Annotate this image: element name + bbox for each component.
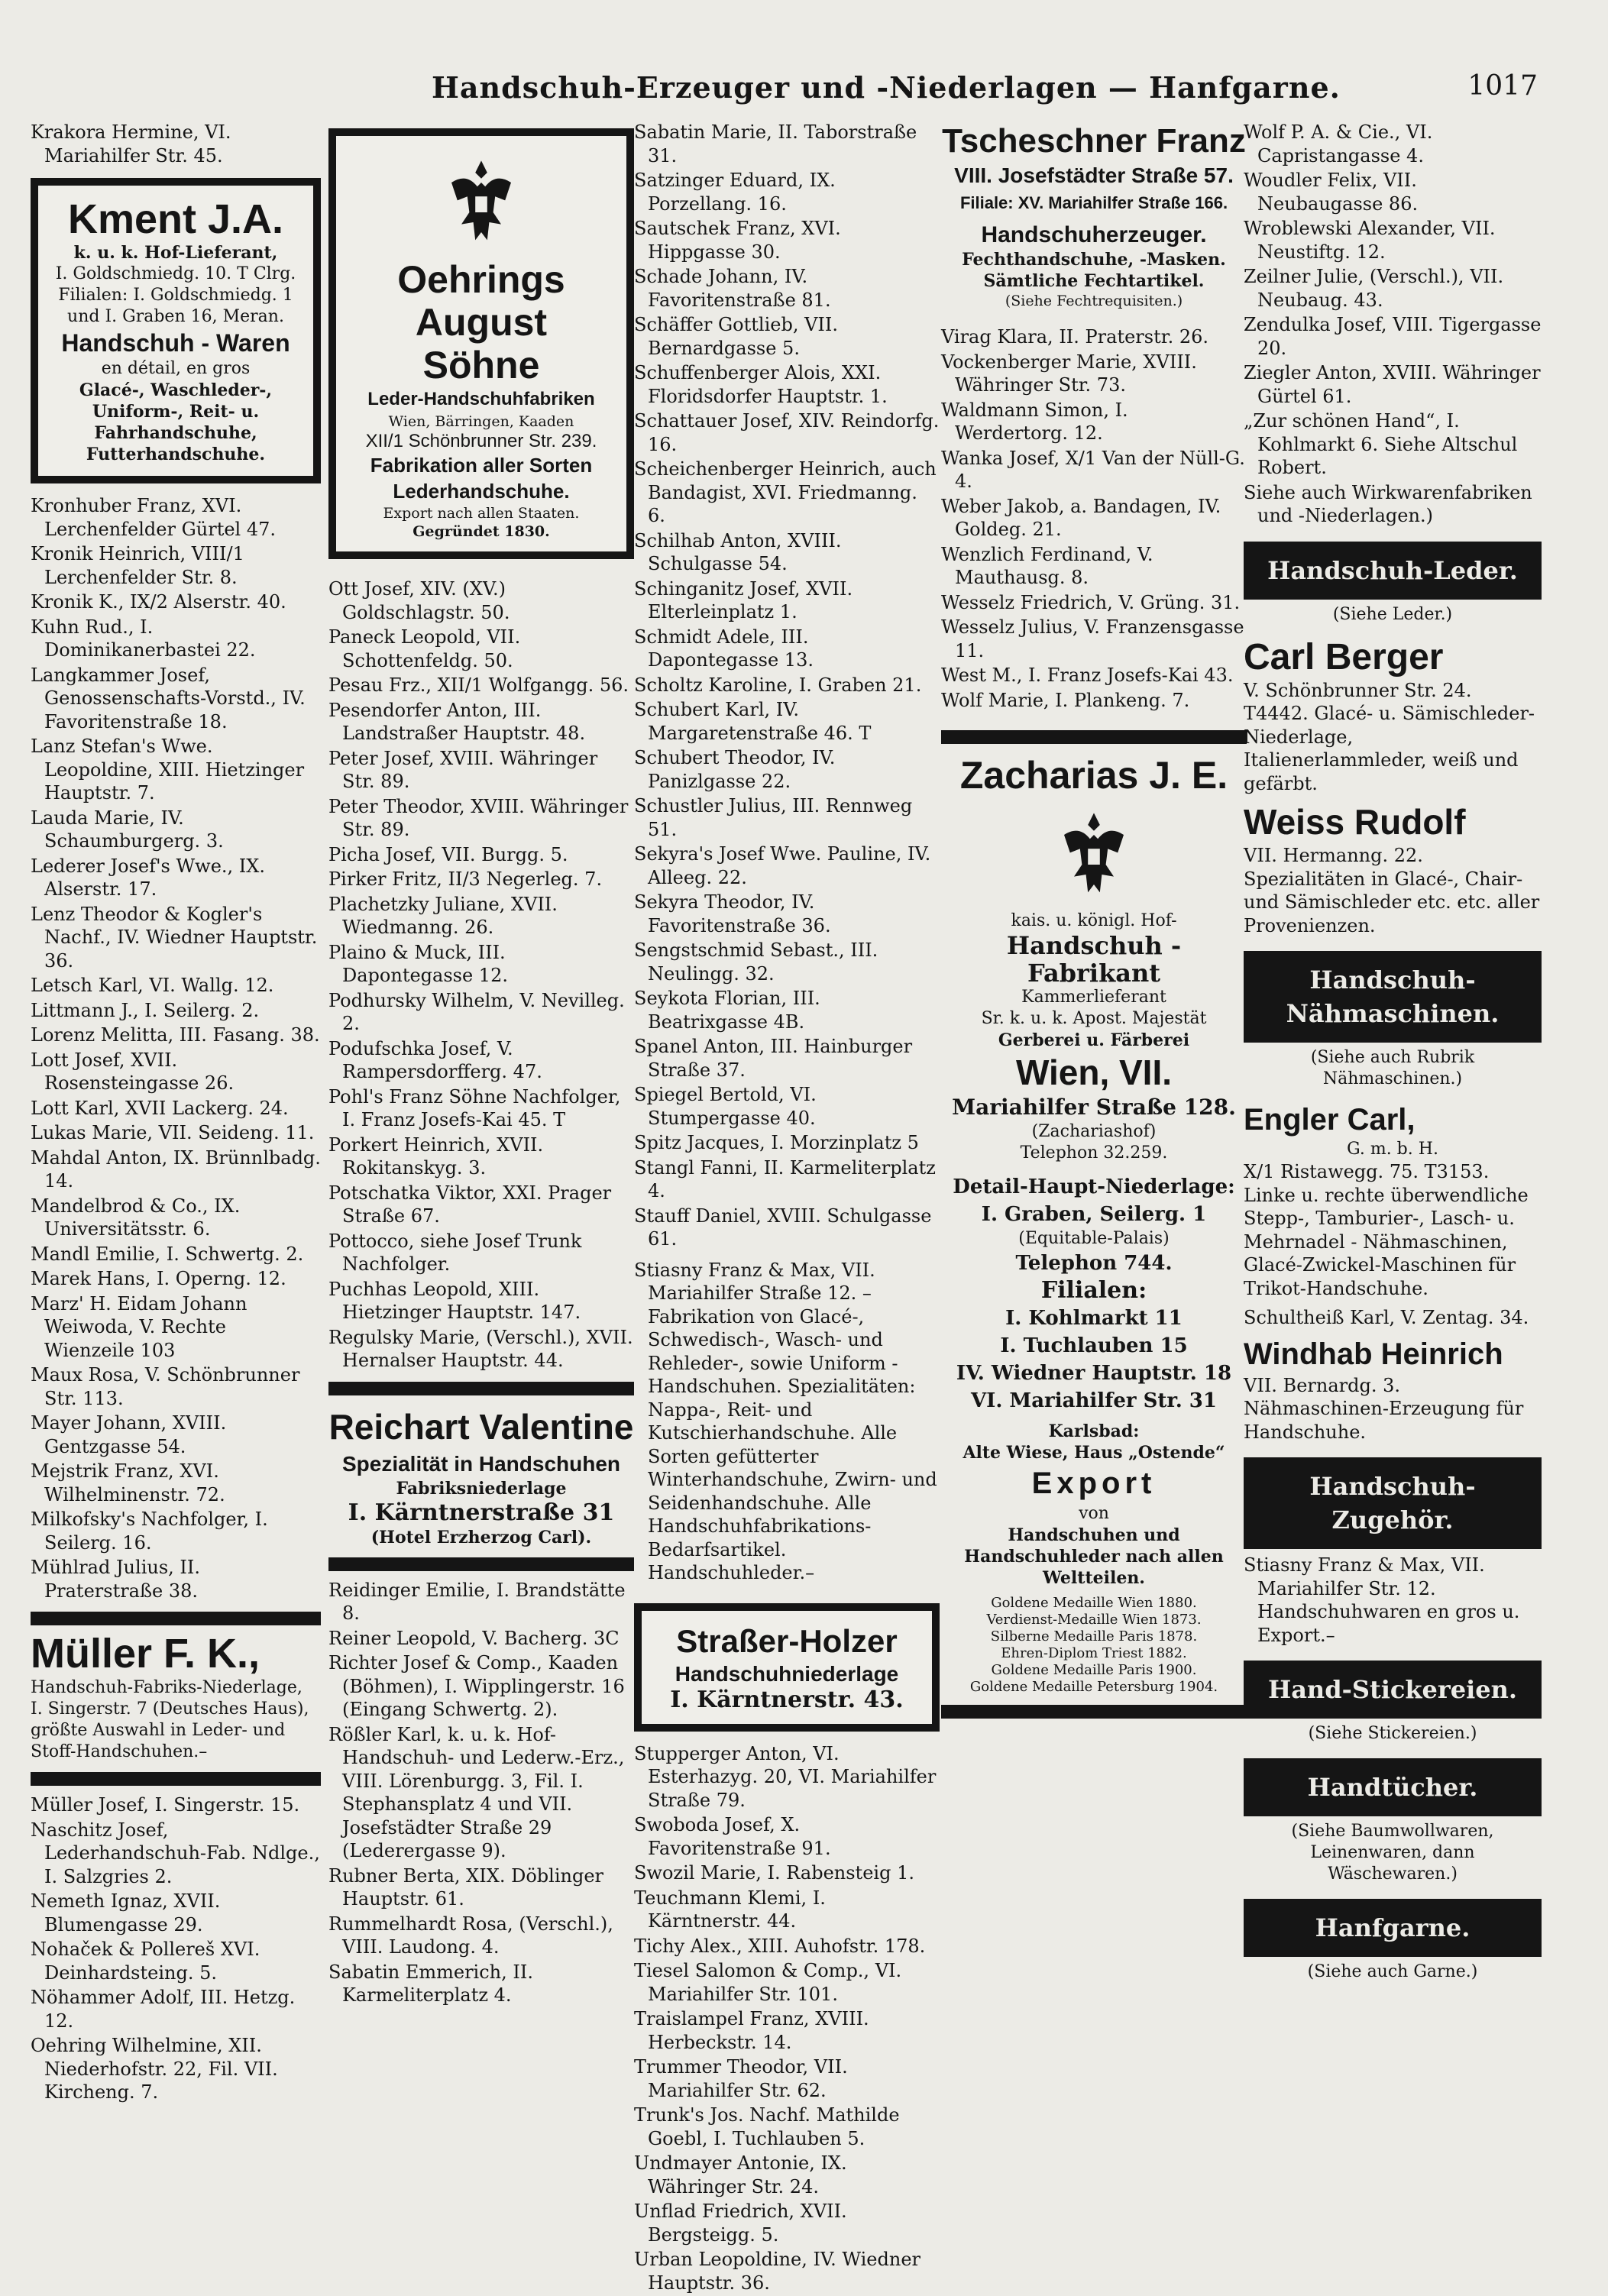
list-item: Maux Rosa, V. Schönbrunner Str. 113. xyxy=(31,1364,300,1409)
list-item: Rößler Karl, k. u. k. Hof-Handschuh- und Lederw.-Erz., VIII. Lörenburgg. 3, Fil. I. Stephansplatz 4 und VII. Josefstädter Straße 29 (Lederergasse 9). xyxy=(328,1723,625,1861)
ad-company-name: Müller F. K., xyxy=(31,1631,260,1677)
double-eagle-icon xyxy=(1044,805,1144,904)
list-item: Podufschka Josef, V. Rampersdorfferg. 47. xyxy=(328,1037,542,1082)
list-item: Stiasny Franz & Max, VII. Mariahilfer Str. 12. Handschuhwaren en gros u. Export.– xyxy=(1244,1554,1520,1646)
ad-line: Wien, VII. xyxy=(1015,1053,1173,1092)
list-item: Mandelbrod & Co., IX. Universitätsstr. 6. xyxy=(31,1195,241,1240)
section-banner: Hand-Stickereien. xyxy=(1244,1661,1542,1719)
ad-line: Fechthandschuhe, -Masken. Sämtliche Fechtartikel. xyxy=(962,250,1226,291)
advertisement-oehring xyxy=(328,128,634,559)
list-item: Milkofsky's Nachfolger, I. Seilerg. 16. xyxy=(31,1509,268,1554)
list-item: Schubert Karl, IV. Margaretenstraße 46. T xyxy=(634,699,872,744)
list-item: Vockenberger Marie, XVIII. Währinger Str. 73. xyxy=(941,351,1197,396)
column-2 xyxy=(328,121,634,2009)
medal-line: Goldene Medaille Paris 1900. xyxy=(991,1662,1197,1678)
list-item: Stiasny Franz & Max, VII. Mariahilfer Straße 12. – Fabrikation von Glacé-, Schwedisch-, Wasch- und Rehleder-, sowie Uniform - Handschuhen. Spezialitäten: Nappa-, Reit- und Kutschierhandschuhe. Alle Sorten gefütterter Winterhandschuhe, Zwirn- und Seidenhandschuhe. Alle Handschuhfabrikations-Bedarfsartikel. Handschuhleder.– xyxy=(634,1259,937,1583)
double-eagle-icon xyxy=(432,153,531,252)
ad-line: Karlsbad: xyxy=(1048,1421,1140,1441)
ad-line: Kammerlieferant xyxy=(1021,988,1166,1007)
page-number: 1017 xyxy=(1467,70,1538,102)
section-banner: Handschuh-Leder. xyxy=(1244,542,1542,600)
list-item: Trunk's Jos. Nachf. Mathilde Goebl, I. Tuchlauben 5. xyxy=(634,2104,900,2149)
list-item: Woudler Felix, VII. Neubaugasse 86. xyxy=(1244,170,1419,215)
list-item: Wolf P. A. & Cie., VI. Capristangasse 4. xyxy=(1244,121,1433,167)
ad-line: I. Goldschmiedg. 10. T Clrg. xyxy=(55,264,296,283)
list-item: Nemeth Ignaz, XVII. Blumengasse 29. xyxy=(31,1890,221,1935)
list-item: Schinganitz Josef, XVII. Elterleinplatz 1. xyxy=(634,577,853,623)
list-item: Lenz Theodor & Kogler's Nachf., IV. Wiedner Hauptstr. 36. xyxy=(31,903,318,972)
ad-line: Leder-Handschuhfabriken xyxy=(367,389,595,409)
advertisement-kment xyxy=(31,178,321,483)
ad-line: Export xyxy=(1031,1467,1157,1500)
list-item: Lott Josef, XVII. Rosensteingasse 26. xyxy=(31,1049,235,1094)
ad-company-name: Oehrings xyxy=(397,258,565,301)
list-item: Peter Josef, XVIII. Währinger Str. 89. xyxy=(328,747,598,792)
ad-line: I. Kärntnerstr. 43. xyxy=(670,1686,904,1713)
list-item: Mahdal Anton, IX. Brünnlbadg. 14. xyxy=(31,1146,321,1192)
list-item: Lukas Marie, VII. Seideng. 11. xyxy=(31,1122,315,1143)
advertisement-reichart xyxy=(328,1403,634,1548)
list-item: Zendulka Josef, VIII. Tigergasse 20. xyxy=(1244,314,1542,359)
list-item: Letsch Karl, VI. Wallg. 12. xyxy=(31,975,274,996)
page-header xyxy=(0,70,1608,116)
medal-line: Verdienst-Medaille Wien 1873. xyxy=(986,1612,1202,1628)
list-item: Pohl's Franz Söhne Nachfolger, I. Franz Josefs-Kai 45. T xyxy=(328,1085,621,1130)
list-item: Schilhab Anton, XVIII. Schulgasse 54. xyxy=(634,529,842,574)
list-item: Undmayer Antonie, IX. Währinger Str. 24. xyxy=(634,2152,847,2197)
list-item: Nöhammer Adolf, III. Hetzg. 12. xyxy=(31,1987,296,2032)
ad-line: Spezialität in Handschuhen xyxy=(341,1451,621,1476)
list-item: Spitz Jacques, I. Morzinplatz 5 xyxy=(634,1132,919,1153)
list-item: Wesselz Friedrich, V. Grüng. 31. xyxy=(941,591,1241,613)
list-item: Marz' H. Eidam Johann Weiwoda, V. Rechte Wienzeile 103 xyxy=(31,1292,248,1361)
list-item: Spiegel Bertold, VI. Stumpergasse 40. xyxy=(634,1084,817,1129)
list-item: Plaino & Muck, III. Dapontegasse 12. xyxy=(328,941,508,986)
list-item: Schäffer Gottlieb, VII. Bernardgasse 5. xyxy=(634,314,839,359)
list-item: Sekyra Theodor, IV. Favoritenstraße 36. xyxy=(634,891,831,936)
list-item: Siehe auch Wirkwarenfabriken und -Niederlagen.) xyxy=(1244,481,1532,526)
ad-line: XII/1 Schönbrunner Str. 239. xyxy=(365,431,597,451)
ad-line: Fabriksniederlage xyxy=(396,1478,567,1499)
list-item: Paneck Leopold, VII. Schottenfeldg. 50. xyxy=(328,626,521,671)
list-item: Sengstschmid Sebast., III. Neulingg. 32. xyxy=(634,939,878,985)
list-item: Marek Hans, I. Operng. 12. xyxy=(31,1268,286,1289)
list-item: Potschatka Viktor, XXI. Prager Straße 67. xyxy=(328,1182,612,1227)
ad-line: I. Kohlmarkt 11 xyxy=(1005,1307,1183,1330)
ad-line: I. Tuchlauben 15 xyxy=(1000,1334,1188,1357)
ad-line: (Zachariashof) xyxy=(1031,1122,1157,1141)
ad-company-name: August xyxy=(415,301,548,344)
section-banner: Handschuh-Zugehör. xyxy=(1244,1457,1542,1549)
list-item: West M., I. Franz Josefs-Kai 43. xyxy=(941,665,1234,686)
list-item: Schattauer Josef, XIV. Reindorfg. 16. xyxy=(634,410,940,455)
list-item: Wolf Marie, I. Plankeng. 7. xyxy=(941,689,1190,711)
list-item: Puchhas Leopold, XIII. Hietzinger Hauptstr. 147. xyxy=(328,1278,581,1323)
ad-line: Handschuh - Waren xyxy=(61,329,290,357)
list-item: Mejstrik Franz, XVI. Wilhelminenstr. 72. xyxy=(31,1460,225,1505)
list-item: Schustler Julius, III. Rennweg 51. xyxy=(634,795,913,840)
list-item: Richter Josef & Comp., Kaaden (Böhmen), I. Wipplingerstr. 16 (Eingang Schwertg. 2). xyxy=(328,1652,625,1720)
list-item: Nohaček & Pollereš XVI. Deinhardsteing. 5. xyxy=(31,1939,260,1984)
list-item: Stauff Daniel, XVIII. Schulgasse 61. xyxy=(634,1205,932,1250)
ad-line: Gegründet 1830. xyxy=(413,523,550,540)
list-item: Rubner Berta, XIX. Döblinger Hauptstr. 61. xyxy=(328,1864,603,1910)
ad-line: Telephon 744. xyxy=(1015,1252,1173,1275)
list-item: Sautschek Franz, XVI. Hippgasse 30. xyxy=(634,218,841,263)
ad-line: Filiale: XV. Mariahilfer Straße 166. xyxy=(959,193,1228,212)
list-item: Krakora Hermine, VI. Mariahilfer Str. 45. xyxy=(31,121,231,167)
ad-line: Glacé-, Waschleder-, Uniform-, Reit- u. Fahrhandschuhe, Futterhandschuhe. xyxy=(79,380,273,464)
list-item: Reidinger Emilie, I. Brandstätte 8. xyxy=(328,1579,626,1624)
ad-line: (Siehe Fechtrequisiten.) xyxy=(1005,293,1183,309)
list-item: Urban Leopoldine, IV. Wiedner Hauptstr. 36. xyxy=(634,2249,920,2294)
list-item: Peter Theodor, XVIII. Währinger Str. 89. xyxy=(328,795,629,840)
medal-line: Goldene Medaille Wien 1880. xyxy=(991,1595,1197,1611)
advertisement-zacharias xyxy=(941,752,1247,1696)
list-item: Lanz Stefan's Wwe. Leopoldine, XIII. Hietzinger Hauptstr. 7. xyxy=(31,736,305,804)
list-item: Virag Klara, II. Praterstr. 26. xyxy=(941,326,1209,348)
list-item: Scholtz Karoline, I. Graben 21. xyxy=(634,674,922,696)
advertisement-tscheschner xyxy=(941,121,1247,310)
list-item: Kuhn Rud., I. Dominikanerbastei 22. xyxy=(31,616,256,661)
list-item: Schade Johann, IV. Favoritenstraße 81. xyxy=(634,266,831,311)
list-item: Langkammer Josef, Genossenschafts-Vorstd., IV. Favoritenstraße 18. xyxy=(31,664,306,732)
list-item: Schuffenberger Alois, XXI. Floridsdorfer Hauptstr. 1. xyxy=(634,362,888,407)
list-item: Stupperger Anton, VI. Esterhazyg. 20, VI. Mariahilfer Straße 79. xyxy=(634,1742,937,1811)
ad-company-name: Engler Carl, xyxy=(1244,1103,1415,1137)
list-item: Kronik K., IX/2 Alserstr. 40. xyxy=(31,591,286,613)
ad-line: Handschuhen und Handschuhleder nach allen Weltteilen. xyxy=(964,1525,1224,1588)
ad-line: Fabrikation aller Sorten Lederhandschuhe. xyxy=(370,454,593,503)
ad-line: I. Graben, Seilerg. 1 xyxy=(981,1203,1207,1226)
list-item: Tichy Alex., XIII. Auhofstr. 178. xyxy=(634,1935,926,1957)
ad-line: Filialen: I. Goldschmiedg. 1 xyxy=(58,286,293,305)
medal-line: Goldene Medaille Petersburg 1904. xyxy=(969,1679,1218,1695)
ad-line: Export nach allen Staaten. xyxy=(383,505,580,522)
list-item: Seykota Florian, III. Beatrixgasse 4B. xyxy=(634,988,820,1033)
ad-line: Alte Wiese, Haus „Ostende“ xyxy=(963,1443,1225,1463)
divider-bar xyxy=(328,1557,634,1571)
list-item: Picha Josef, VII. Burgg. 5. xyxy=(328,843,568,865)
ad-line: Gerberei u. Färberei xyxy=(998,1030,1190,1050)
divider-bar xyxy=(31,1772,321,1786)
ad-line: Filialen: xyxy=(1040,1277,1147,1304)
advertisement-strasser xyxy=(634,1603,940,1732)
list-item: Mühlrad Julius, II. Praterstraße 38. xyxy=(31,1557,200,1602)
list-item: Schmidt Adele, III. Dapontegasse 13. xyxy=(634,626,814,671)
list-item: Naschitz Josef, Lederhandschuh-Fab. Ndlge., I. Salzgries 2. xyxy=(31,1819,320,1887)
list-item: Pesau Frz., XII/1 Wolfgangg. 56. xyxy=(328,674,629,696)
list-item: Waldmann Simon, I. Werdertorg. 12. xyxy=(941,399,1128,444)
cross-reference: (Siehe Baumwollwaren, Leinenwaren, dann Wäschewaren.) xyxy=(1291,1822,1494,1884)
ad-line: VIII. Josefstädter Straße 57. xyxy=(954,163,1234,187)
list-item: Sabatin Marie, II. Taborstraße 31. xyxy=(634,121,917,167)
ad-line: (Equitable-Palais) xyxy=(1018,1229,1170,1248)
list-item: Sekyra's Josef Wwe. Pauline, IV. Alleeg. 22. xyxy=(634,843,931,888)
ad-line: IV. Wiedner Hauptstr. 18 xyxy=(956,1362,1232,1385)
list-item: Mandl Emilie, I. Schwertg. 2. xyxy=(31,1243,304,1265)
ad-company-name: Windhab Heinrich xyxy=(1244,1337,1503,1371)
column-1 xyxy=(31,121,321,2106)
ad-line: VI. Mariahilfer Str. 31 xyxy=(970,1389,1217,1412)
list-item: Ziegler Anton, XVIII. Währinger Gürtel 61. xyxy=(1244,362,1541,407)
list-item: Ott Josef, XIV. (XV.) Goldschlagstr. 50. xyxy=(328,578,510,623)
list-item: Rummelhardt Rosa, (Verschl.), VIII. Laudong. 4. xyxy=(328,1913,613,1958)
ad-line: Handschuhniederlage xyxy=(675,1661,899,1686)
section-banner: Handtücher. xyxy=(1244,1758,1542,1816)
column-3 xyxy=(634,121,940,2296)
list-item: Wanka Josef, X/1 Van der Nüll-G. 4. xyxy=(941,447,1245,492)
list-item: „Zur schönen Hand“, I. Kohlmarkt 6. Siehe Altschul Robert. xyxy=(1244,410,1518,478)
list-item: Trummer Theodor, VII. Mariahilfer Str. 62. xyxy=(634,2056,848,2101)
medal-line: Silberne Medaille Paris 1878. xyxy=(990,1628,1198,1644)
ad-company-name: Zacharias J. E. xyxy=(959,754,1228,797)
ad-line: k. u. k. Hof-Lieferant, xyxy=(73,243,278,263)
list-item: Wroblewski Alexander, VII. Neustiftg. 12. xyxy=(1244,218,1496,263)
list-item: Mayer Johann, XVIII. Gentzgasse 54. xyxy=(31,1412,227,1457)
section-banner: Handschuh-Nähmaschinen. xyxy=(1244,951,1542,1043)
list-item: Müller Josef, I. Singerstr. 15. xyxy=(31,1794,300,1816)
list-item: Plachetzky Juliane, XVII. Wiedmanng. 26. xyxy=(328,893,558,938)
list-item: Swozil Marie, I. Rabensteig 1. xyxy=(634,1862,914,1884)
list-item: Kronik Heinrich, VIII/1 Lerchenfelder Str. 8. xyxy=(31,543,244,588)
ad-company-name: Carl Berger xyxy=(1244,636,1444,677)
ad-company-name: Kment J.A. xyxy=(67,196,284,242)
list-item: Regulsky Marie, (Verschl.), XVII. Hernalser Hauptstr. 44. xyxy=(328,1326,633,1371)
ad-line: Sr. k. u. k. Apost. Majestät xyxy=(981,1009,1207,1028)
ad-line: en détail, en gros xyxy=(101,359,251,378)
list-item: Porkert Heinrich, XVII. Rokitanskyg. 3. xyxy=(328,1133,544,1179)
ad-line: Handschuherzeuger. xyxy=(981,222,1207,247)
divider-bar xyxy=(31,1612,321,1625)
section-banner: Hanfgarne. xyxy=(1244,1899,1542,1957)
list-item: Littmann J., I. Seilerg. 2. xyxy=(31,999,260,1021)
list-item: Satzinger Eduard, IX. Porzellang. 16. xyxy=(634,170,836,215)
list-item: Teuchmann Klemi, I. Kärntnerstr. 44. xyxy=(634,1887,826,1932)
list-item: Reiner Leopold, V. Bacherg. 3C xyxy=(328,1627,620,1649)
list-item: Swoboda Josef, X. Favoritenstraße 91. xyxy=(634,1814,831,1859)
list-item: Lederer Josef's Wwe., IX. Alserstr. 17. xyxy=(31,855,265,900)
list-item: Pesendorfer Anton, III. Landstraßer Hauptstr. 48. xyxy=(328,699,586,744)
ad-text: V. Schönbrunner Str. 24. T4442. Glacé- u. Sämischleder-Niederlage, Italienerlammleder, weiß und gefärbt. xyxy=(1244,679,1535,794)
list-item: Scheichenberger Heinrich, auch Bandagist, XVI. Friedmanng. 6. xyxy=(634,458,937,526)
list-item: Lorenz Melitta, III. Fasang. 38. xyxy=(31,1024,320,1046)
cross-reference: (Siehe auch Rubrik Nähmaschinen.) xyxy=(1310,1048,1475,1088)
ad-line: größte Auswahl in Leder- und Stoff-Handschuhen.– xyxy=(31,1721,286,1761)
ad-line: von xyxy=(1079,1504,1109,1523)
list-item: Sabatin Emmerich, II. Karmeliterplatz 4. xyxy=(328,1961,533,2006)
ad-line: und I. Graben 16, Meran. xyxy=(67,307,284,326)
list-item: Unflad Friedrich, XVII. Bergsteigg. 5. xyxy=(634,2201,847,2246)
ad-line: I. Singerstr. 7 (Deutsches Haus), xyxy=(31,1699,309,1719)
list-item: Pirker Fritz, II/3 Negerleg. 7. xyxy=(328,868,603,890)
list-item: Oehring Wilhelmine, XII. Niederhofstr. 22, Fil. VII. Kircheng. 7. xyxy=(31,2035,278,2103)
list-item: Lauda Marie, IV. Schaumburgerg. 3. xyxy=(31,807,224,852)
ad-line: (Hotel Erzherzog Carl). xyxy=(370,1527,592,1547)
ad-company-name: Söhne xyxy=(422,344,540,386)
ad-line: I. Kärntnerstraße 31 xyxy=(348,1499,615,1526)
cross-reference: (Siehe Stickereien.) xyxy=(1308,1724,1477,1743)
list-item: Lott Karl, XVII Lackerg. 24. xyxy=(31,1097,289,1119)
advertisement-mueller xyxy=(31,1630,321,1763)
divider-bar xyxy=(328,1382,634,1395)
list-item: Pottocco, siehe Josef Trunk Nachfolger. xyxy=(328,1230,582,1275)
ad-line: kais. u. königl. Hof- xyxy=(1011,911,1177,930)
list-item: Podhursky Wilhelm, V. Nevilleg. 2. xyxy=(328,989,625,1034)
divider-bar xyxy=(941,1705,1247,1719)
ad-text: VII. Bernardg. 3. Nähmaschinen-Erzeugung für Handschuhe. xyxy=(1244,1374,1524,1443)
column-5 xyxy=(1244,121,1542,1994)
ad-company-name: Straßer-Holzer xyxy=(676,1622,898,1659)
list-item: Stangl Fanni, II. Karmeliterplatz 4. xyxy=(634,1156,936,1201)
list-item: Schultheiß Karl, V. Zentag. 34. xyxy=(1244,1307,1529,1328)
ad-text: X/1 Ristawegg. 75. T3153. Linke u. rechte überwendliche Stepp-, Tamburier-, Lasch- u. Mehrnadel - Nähmaschinen, Glacé-Zwickel-Maschinen für Trikot-Handschuhe. xyxy=(1244,1161,1529,1299)
medal-line: Ehren-Diplom Triest 1882. xyxy=(1001,1645,1187,1661)
list-item: Kronhuber Franz, XVI. Lerchenfelder Gürtel 47. xyxy=(31,495,277,540)
list-item: Schubert Theodor, IV. Panizlgasse 22. xyxy=(634,747,836,792)
list-item: Tiesel Salomon & Comp., VI. Mariahilfer Str. 101. xyxy=(634,1960,902,2005)
ad-company-name: Reichart Valentine xyxy=(328,1406,634,1447)
cross-reference: (Siehe Leder.) xyxy=(1332,604,1453,624)
ad-line: Mariahilfer Straße 128. xyxy=(952,1095,1236,1120)
list-item: Zeilner Julie, (Verschl.), VII. Neubaug. 43. xyxy=(1244,266,1504,311)
list-item: Wenzlich Ferdinand, V. Mauthausg. 8. xyxy=(941,543,1153,588)
divider-bar xyxy=(941,730,1247,744)
list-item: Traislampel Franz, XVIII. Herbeckstr. 14. xyxy=(634,2008,869,2053)
ad-line: Handschuh-Fabriks-Niederlage, xyxy=(31,1678,303,1697)
section-title: Handschuh-Erzeuger und -Niederlagen — Hanfgarne. xyxy=(432,70,1341,105)
ad-line: Wien, Bärringen, Kaaden xyxy=(388,413,574,430)
cross-reference: (Siehe auch Garne.) xyxy=(1307,1962,1478,1981)
list-item: Wesselz Julius, V. Franzensgasse 11. xyxy=(941,616,1244,661)
ad-line: Detail-Haupt-Niederlage: xyxy=(953,1175,1235,1198)
ad-company-name: Weiss Rudolf xyxy=(1244,802,1466,842)
ad-line: G. m. b. H. xyxy=(1347,1140,1438,1159)
ad-company-name: Tscheschner Franz xyxy=(942,122,1246,160)
column-4 xyxy=(941,121,1247,1719)
ad-line: Telephon 32.259. xyxy=(1020,1143,1168,1163)
ad-text: VII. Hermanng. 22. Spezialitäten in Glacé-, Chair- und Sämischleder etc. etc. aller Provenienzen. xyxy=(1244,845,1540,936)
ad-line: Handschuh - Fabrikant xyxy=(1006,931,1182,988)
list-item: Spanel Anton, III. Hainburger Straße 37. xyxy=(634,1036,913,1081)
list-item: Weber Jakob, a. Bandagen, IV. Goldeg. 21. xyxy=(941,495,1221,540)
